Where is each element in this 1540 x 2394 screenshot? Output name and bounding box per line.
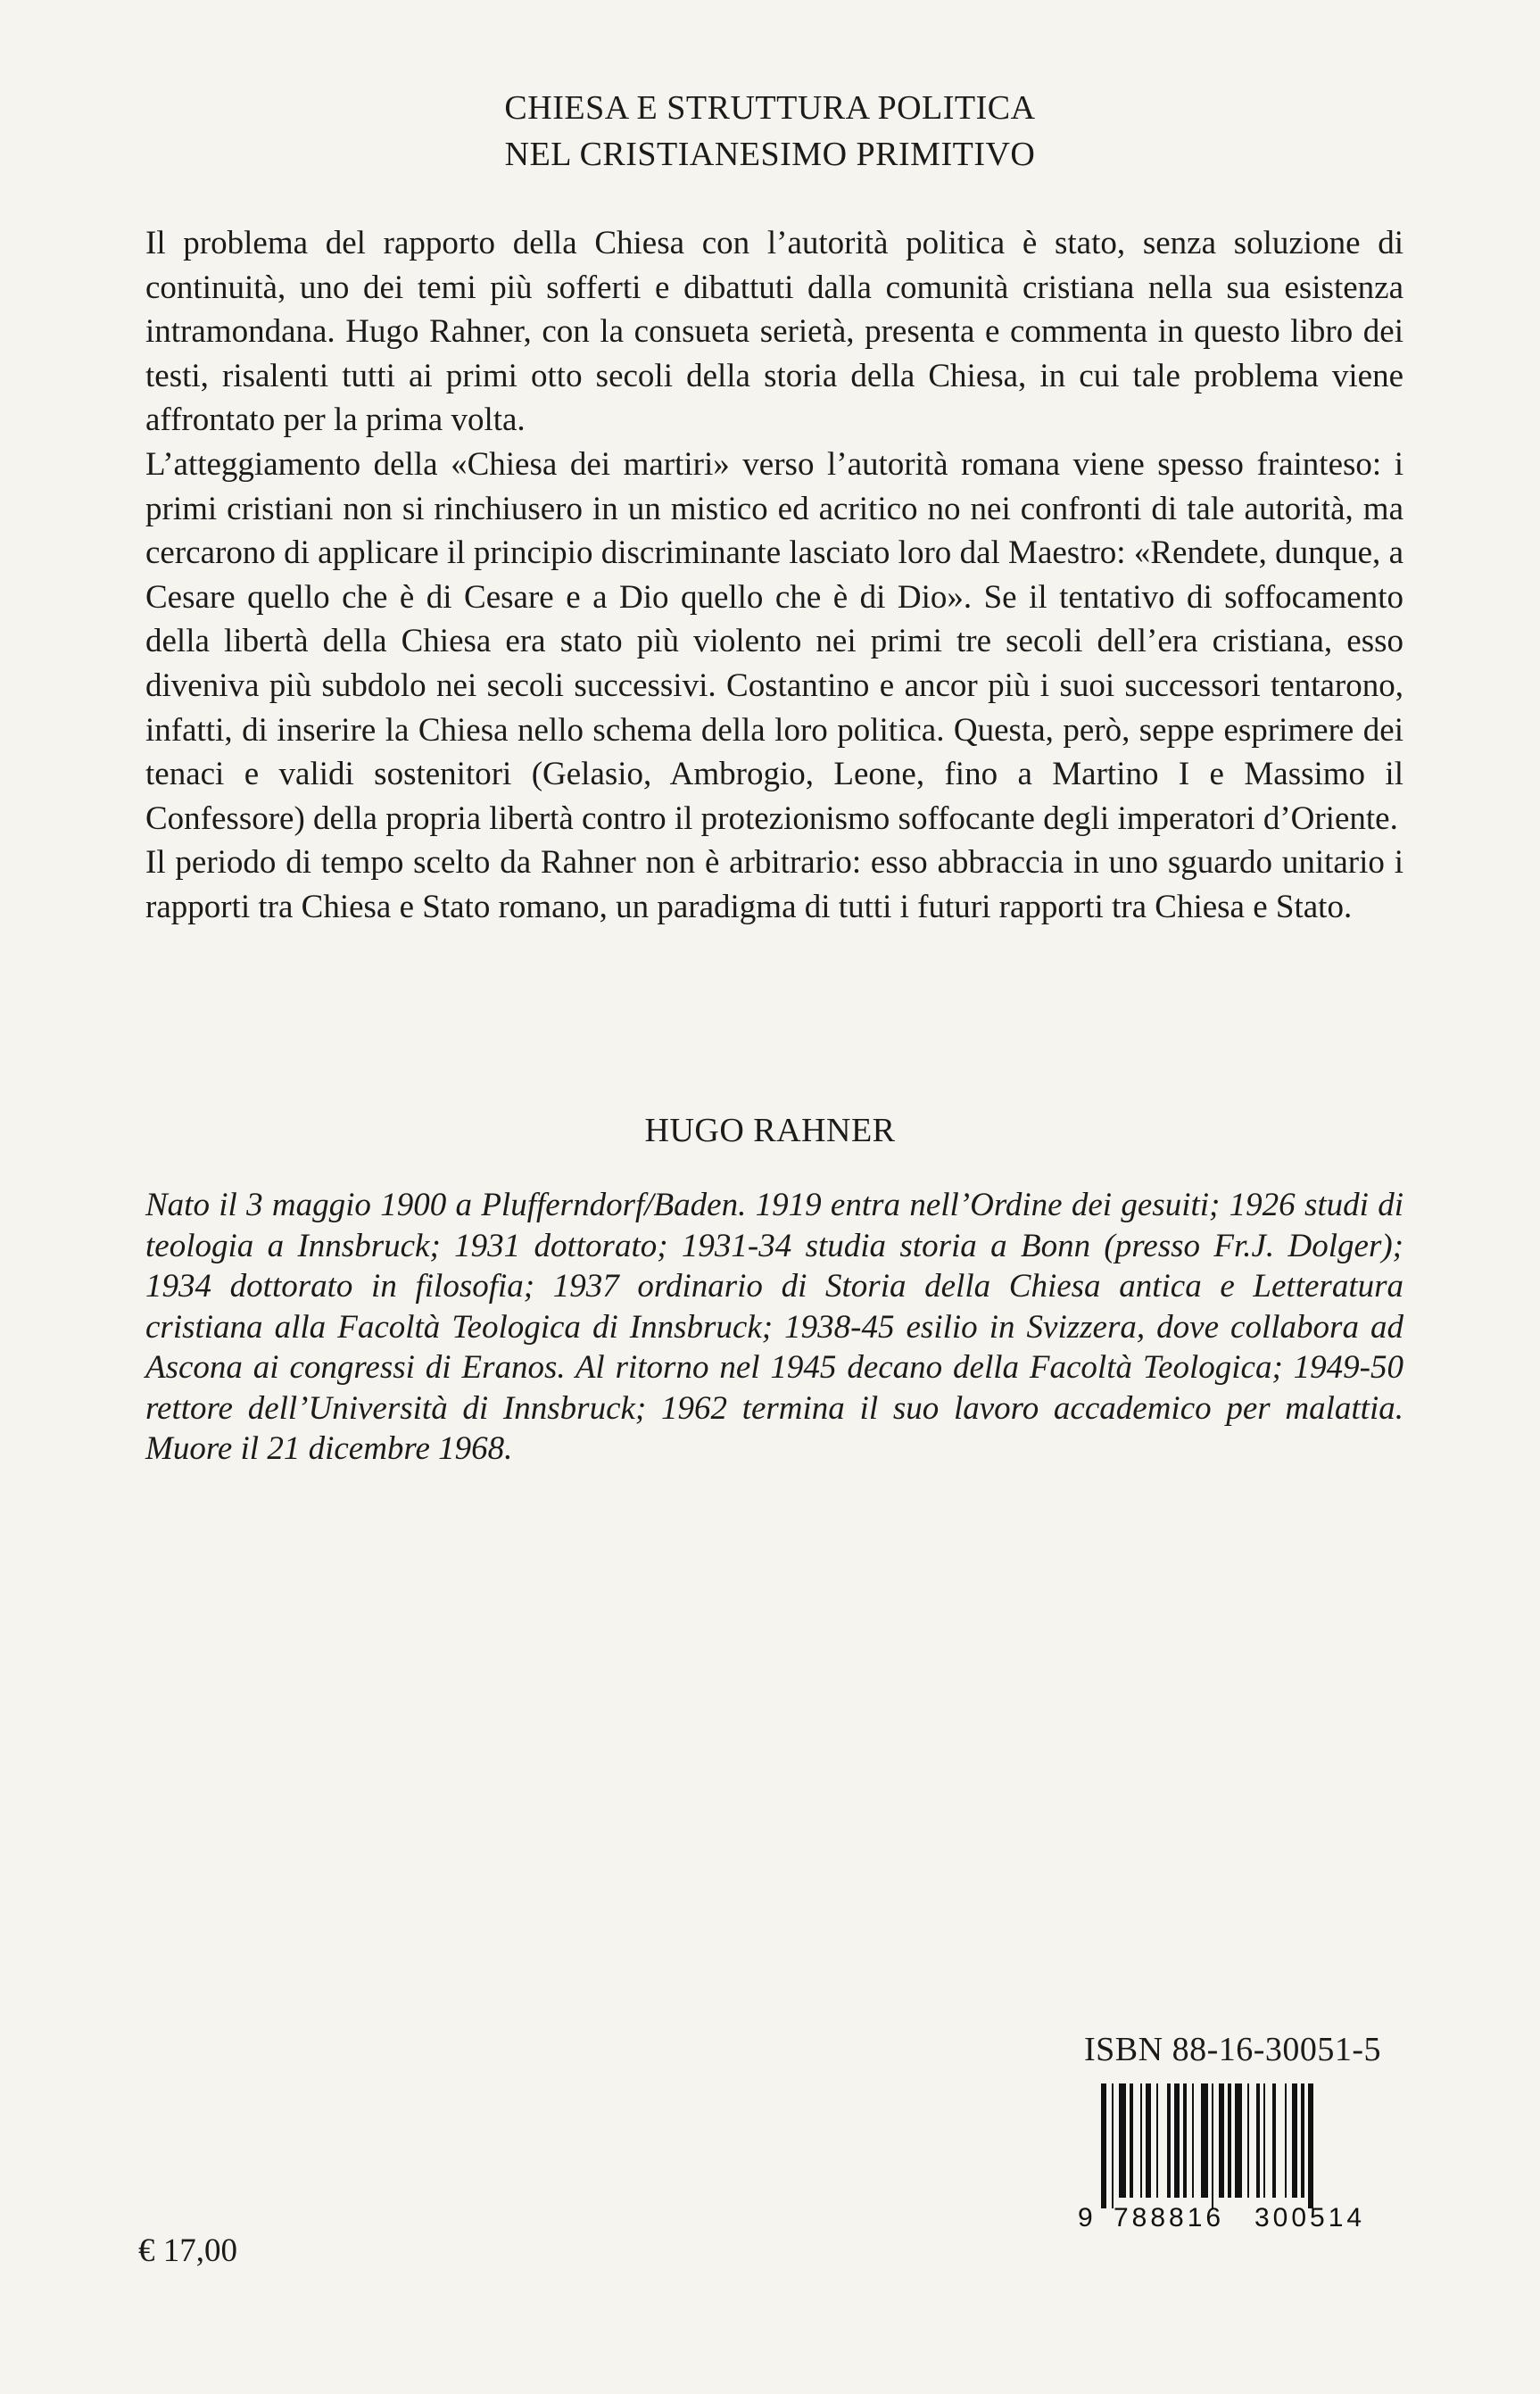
barcode-bar [1301,2083,1304,2198]
barcode-digits-left: 788816 [1114,2203,1225,2231]
barcode-bar [1263,2083,1265,2198]
barcode-bar [1228,2083,1231,2198]
barcode-bar [1235,2083,1242,2198]
barcode-bar [1292,2083,1297,2198]
description-paragraph-1: Il problema del rapporto della Chiesa con l’autorità politica è stato, senza soluzione di continuità, uno dei temi più sofferti e dibattuti dalla comunità cristiana nella sua esistenza intramondana. Hugo Rahner, con la consueta serietà, presenta e commenta in questo libro dei testi, risalenti tutti ai primi otto secoli della storia della Chiesa, in cui tale problema viene affrontato per la prima volta. [145,225,1403,439]
barcode-bar [1285,2083,1287,2198]
barcode-digits-right: 300514 [1254,2203,1366,2231]
isbn-label: ISBN 88-16-30051-5 [1084,2031,1382,2068]
barcode-bars [1101,2083,1313,2208]
barcode-bar [1119,2083,1126,2198]
barcode-bar [1167,2083,1171,2198]
description-paragraph-3: Il periodo di tempo scelto da Rahner non è arbitrario: esso abbraccia in uno sguardo unitario i rapporti tra Chiesa e Stato romano, un paradigma di tutti i futuri rapporti tra Chiesa e Stato. [145,844,1403,925]
barcode-bar [1219,2083,1224,2198]
barcode [1076,2083,1406,2231]
barcode-bar [1156,2083,1158,2198]
description-paragraph-2: L’atteggiamento della «Chiesa dei martiri» verso l’autorità romana viene spesso frainteso: i primi cristiani non si rinchiusero in un mistico ed acritico no nei confronti di tale autorità, ma cercarono di applicare il principio discriminante lasciato loro dal Maestro: «Rendete, dunque, a Cesare quello che è di Cesare e a Dio quello che è di Dio». Se il tentativo di soffocamento della libertà della Chiesa era stato più violento nei primi tre secoli dell’era cristiana, esso diveniva più subdolo nei secoli successivi. Costantino e ancor più i suoi successori tentarono, infatti, di inserire la Chiesa nello schema della loro politica. Questa, però, seppe esprimere dei tenaci e validi sostenitori (Gelasio, Ambrogio, Leone, fino a Martino I e Massimo il Confessore) della propria libertà contro il protezionismo soffocante degli imperatori d’Oriente. [145,445,1403,837]
barcode-bar [1112,2083,1114,2208]
barcode-bar [1247,2083,1249,2198]
barcode-bar [1183,2083,1187,2198]
barcode-bar [1201,2083,1208,2198]
barcode-digit-first: 9 [1078,2203,1093,2231]
title-line-1: CHIESA E STRUTTURA POLITICA [504,89,1036,127]
barcode-bar [1146,2083,1151,2198]
barcode-bar [1174,2083,1180,2198]
author-bio-text: Nato il 3 maggio 1900 a Plufferndorf/Baden. 1919 entra nell’Ordine dei gesuiti; 1926 studi di teologia a Innsbruck; 1931 dottorato; 1931-34 studia storia a Bonn (presso Fr.J. Dolger); 1934 dottorato in filosofia; 1937 ordinario di Storia della Chiesa antica e Letteratura cristiana alla Facoltà Teologica di Innsbruck; 1938-45 esilio in Svizzera, dove collabora ad Ascona ai congressi di Eranos. Al ritorno nel 1945 decano della Facoltà Teologica; 1949-50 rettore dell’Università di Innsbruck; 1962 termina il suo lavoro accademico per malattia. Muore il 21 dicembre 1968. [145,1187,1403,1467]
barcode-bar [1308,2083,1313,2208]
barcode-bar [1256,2083,1260,2198]
author-bio [145,1185,1403,1470]
barcode-bar [1272,2083,1276,2198]
barcode-bar [1130,2083,1133,2198]
barcode-bar [1212,2083,1213,2208]
description [145,221,1403,930]
barcode-bar [1192,2083,1194,2198]
author-heading: HUGO RAHNER [644,1112,896,1149]
barcode-bar [1101,2083,1106,2208]
title-line-2: NEL CRISTIANESIMO PRIMITIVO [504,136,1036,173]
barcode-bar [1140,2083,1142,2198]
price: € 17,00 [138,2232,237,2269]
